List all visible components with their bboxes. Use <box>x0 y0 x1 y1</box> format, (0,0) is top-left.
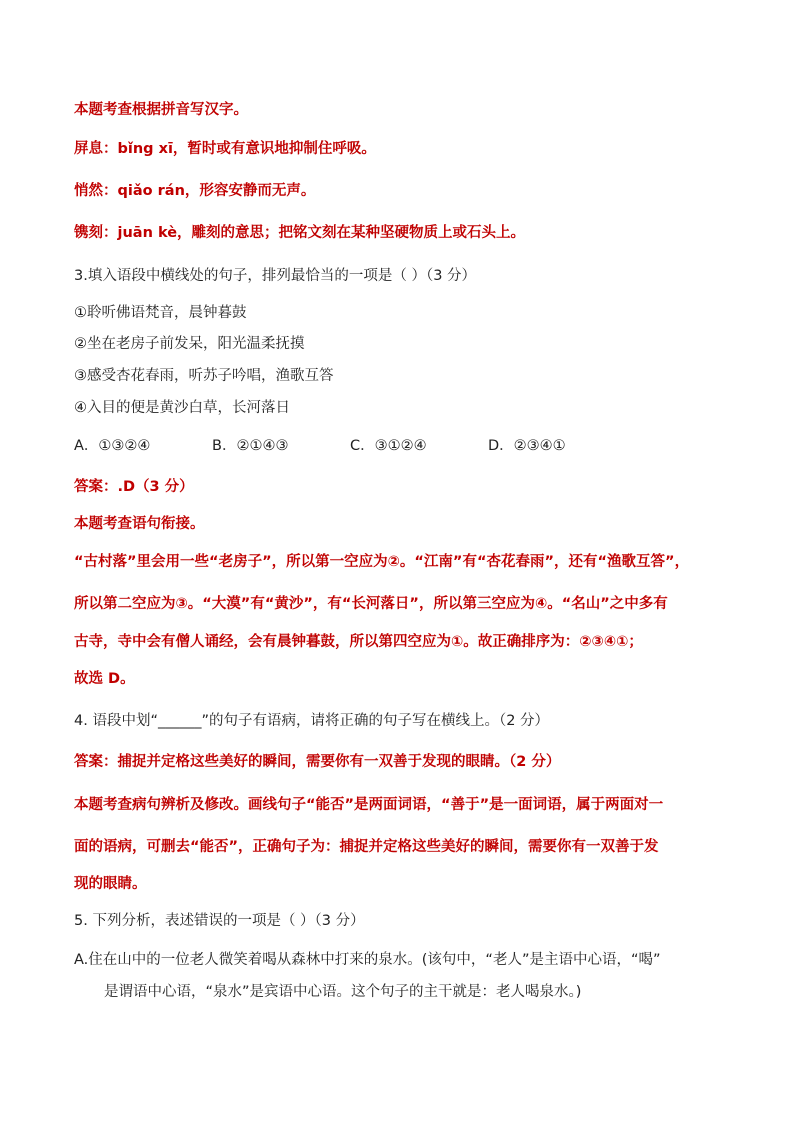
q5-stem: 5. 下列分析，表述错误的一项是（ ）（3 分） <box>74 913 365 929</box>
q3-analysis-line-1: “古村落”里会用一些“老房子”，所以第一空应为②。“江南”有“杏花春雨”，还有“渔歌互答”， <box>74 554 690 570</box>
q3-analysis-intro: 本题考查语句衔接。 <box>74 516 205 532</box>
q4-analysis-line-3: 现的眼睛。 <box>74 876 147 892</box>
q3-analysis-line-3: 古寺，寺中会有僧人诵经，会有晨钟暮鼓，所以第四空应为①。故正确排序为：②③④①； <box>74 634 643 650</box>
q4-analysis-line-2: 面的语病，可删去“能否”，正确句子为：捕捉并定格这些美好的瞬间，需要你有一双善于发 <box>74 839 659 855</box>
q3-stem: 3.填入语段中横线处的句子，排列最恰当的一项是（ ）（3 分） <box>74 268 477 284</box>
q2-analysis-line-3: 镌刻：juān kè，雕刻的意思；把铭文刻在某种坚硬物质上或石头上。 <box>74 225 526 241</box>
q3-option-d: D．②③④① <box>488 438 566 454</box>
q3-analysis-line-4: 故选 D。 <box>74 671 135 687</box>
q4-answer: 答案：捕捉并定格这些美好的瞬间，需要你有一双善于发现的眼睛。（2 分） <box>74 754 561 770</box>
q2-analysis-intro: 本题考查根据拼音写汉字。 <box>74 102 248 118</box>
q3-option-b: B．②①④③ <box>212 438 289 454</box>
q4-analysis-line-1: 本题考查病句辨析及修改。画线句子“能否”是两面词语，“善于”是一面词语，属于两面对一 <box>74 797 664 813</box>
q3-answer: 答案：.D（3 分） <box>74 479 194 495</box>
q2-analysis-line-2: 悄然：qiǎo rán，形容安静而无声。 <box>74 183 316 199</box>
q3-item-1: ①聆听佛语梵音，晨钟暮鼓 <box>74 305 247 321</box>
q3-item-4: ④入目的便是黄沙白草，长河落日 <box>74 400 290 416</box>
q3-option-a: A．①③②④ <box>74 438 151 454</box>
q3-analysis-line-2: 所以第二空应为③。“大漠”有“黄沙”，有“长河落日”，所以第三空应为④。“名山”之中多有 <box>74 596 668 612</box>
q4-stem: 4. 语段中划“______”的句子有语病，请将正确的句子写在横线上。（2 分） <box>74 713 550 729</box>
q5-option-a-line-1: A.住在山中的一位老人微笑着喝从森林中打来的泉水。(该句中，“老人”是主语中心语，“喝” <box>74 952 661 968</box>
q3-options <box>74 436 566 456</box>
q5-option-a-line-2: 是谓语中心语，“泉水”是宾语中心语。这个句子的主干就是：老人喝泉水。) <box>104 984 582 1000</box>
q2-analysis-line-1: 屏息：bǐng xī，暂时或有意识地抑制住呼吸。 <box>74 141 376 157</box>
q3-item-2: ②坐在老房子前发呆，阳光温柔抚摸 <box>74 336 305 352</box>
q3-option-c: C．③①②④ <box>350 438 427 454</box>
q3-item-3: ③感受杏花春雨，听苏子吟唱，渔歌互答 <box>74 368 334 384</box>
